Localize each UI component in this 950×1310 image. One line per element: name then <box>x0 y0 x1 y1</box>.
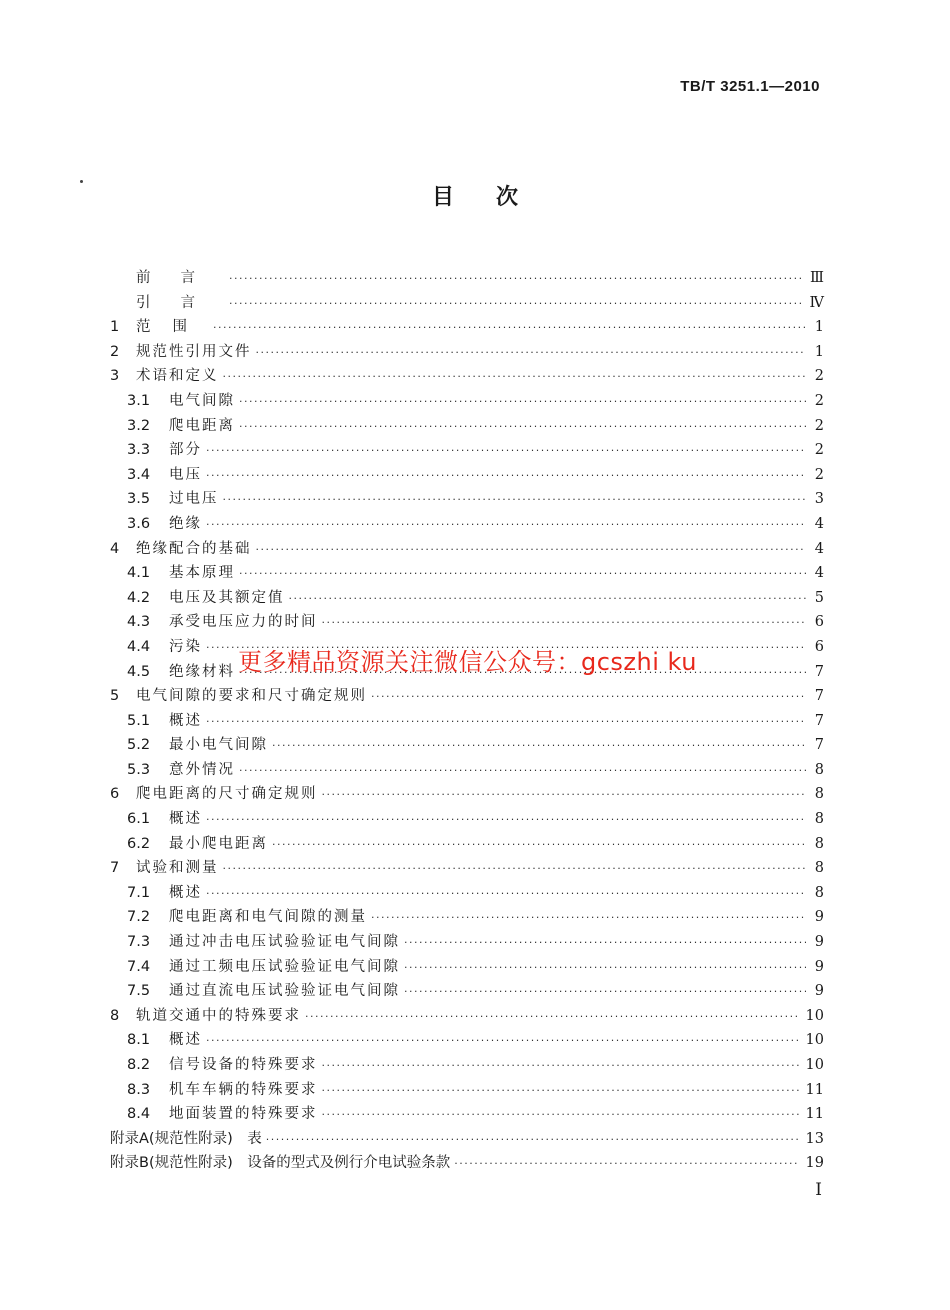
toc-leader-dots <box>239 562 806 587</box>
toc-entry-title: 概述 <box>169 811 202 828</box>
toc-entry-number: 2 <box>110 343 120 360</box>
toc-entry-page: 6 <box>814 614 824 631</box>
toc-entry-page: 2 <box>814 466 824 483</box>
toc-entry[interactable] <box>110 463 824 488</box>
toc-entry-number: 8.3 <box>127 1081 151 1098</box>
toc-entry[interactable] <box>110 586 824 611</box>
toc-entry-number: 6.1 <box>127 811 151 828</box>
toc-leader-dots <box>404 980 806 1005</box>
toc-leader-dots <box>223 857 807 882</box>
toc-entry-page: 10 <box>805 1007 824 1024</box>
toc-entry-page: 7 <box>814 688 824 705</box>
toc-entry-page: 4 <box>814 540 824 557</box>
toc-entry[interactable] <box>110 709 824 734</box>
toc-entry[interactable] <box>110 389 824 414</box>
toc-entry-page: 7 <box>814 712 824 729</box>
toc-entry-page: 3 <box>814 491 824 508</box>
toc-entry-number: 8 <box>110 1007 120 1024</box>
page-title: 目次 <box>431 185 560 210</box>
table-of-contents <box>110 266 824 1176</box>
toc-entry-title: 过电压 <box>169 491 219 508</box>
toc-entry-title: 地面装置的特殊要求 <box>169 1106 318 1123</box>
toc-leader-dots <box>322 1079 800 1104</box>
toc-entry-title: 通过直流电压试验验证电气间隙 <box>169 983 400 1000</box>
toc-leader-dots <box>206 710 806 735</box>
toc-entry-title: 绝缘配合的基础 <box>136 540 252 557</box>
toc-entry-number: 7.3 <box>127 934 151 951</box>
toc-entry-page: 8 <box>814 761 824 778</box>
toc-leader-dots <box>322 1054 800 1079</box>
toc-entry-title: 绝缘材料 <box>169 663 235 680</box>
toc-leader-dots <box>305 1005 800 1030</box>
toc-entry[interactable] <box>110 856 824 881</box>
toc-leader-dots <box>206 1029 800 1054</box>
toc-entry[interactable] <box>110 758 824 783</box>
toc-entry-page: 2 <box>814 442 824 459</box>
toc-entry-number: 4.3 <box>127 614 151 631</box>
toc-entry[interactable] <box>110 1078 824 1103</box>
page-number: I <box>815 1180 822 1200</box>
toc-entry-number: 4.4 <box>127 638 151 655</box>
toc-entry-page: 9 <box>814 934 824 951</box>
toc-leader-dots <box>322 611 807 636</box>
toc-entry-title: 电气间隙 <box>169 392 235 409</box>
toc-entry[interactable] <box>110 1028 824 1053</box>
toc-leader-dots <box>239 390 806 415</box>
toc-entry-title: 概述 <box>169 1032 202 1049</box>
toc-leader-dots <box>404 931 806 956</box>
toc-entry[interactable] <box>110 266 824 291</box>
toc-entry-page: 8 <box>814 835 824 852</box>
toc-leader-dots <box>239 759 806 784</box>
toc-entry-page: 8 <box>814 811 824 828</box>
toc-leader-dots <box>322 1103 800 1128</box>
toc-entry-title: 试验和测量 <box>136 860 219 877</box>
toc-entry-page: 5 <box>814 589 824 606</box>
toc-entry-title: 概述 <box>169 712 202 729</box>
toc-entry-title: 信号设备的特殊要求 <box>169 1057 318 1073</box>
toc-entry-page: 7 <box>814 737 824 754</box>
toc-entry[interactable] <box>110 1053 824 1078</box>
toc-entry-title: 范围 <box>136 319 209 336</box>
toc-entry-title: 机车车辆的特殊要求 <box>169 1081 318 1098</box>
toc-entry-number: 3.6 <box>127 515 151 532</box>
toc-entry-number: 7.2 <box>127 909 151 926</box>
toc-leader-dots <box>256 341 807 366</box>
toc-entry-number: 7.1 <box>127 884 151 901</box>
toc-entry-number: 7.5 <box>127 983 151 1000</box>
toc-entry-number: 3.3 <box>127 442 151 459</box>
toc-entry[interactable] <box>110 315 824 340</box>
toc-entry-title: 引言 <box>136 294 225 311</box>
toc-entry-page: 11 <box>805 1081 824 1098</box>
toc-entry[interactable] <box>110 291 824 316</box>
toc-entry[interactable] <box>110 905 824 930</box>
toc-entry[interactable] <box>110 832 824 857</box>
toc-entry-page: 19 <box>805 1155 824 1172</box>
toc-entry[interactable] <box>110 1151 824 1176</box>
toc-leader-dots <box>266 1128 800 1153</box>
toc-entry-page: 2 <box>814 417 824 434</box>
toc-entry-number: 4.1 <box>127 565 151 582</box>
toc-entry-title: 通过冲击电压试验验证电气间隙 <box>169 934 400 951</box>
toc-entry-title: 附录B(规范性附录) 设备的型式及例行介电试验条款 <box>110 1155 451 1172</box>
toc-leader-dots <box>206 882 806 907</box>
toc-entry-page: 1 <box>814 343 824 360</box>
toc-entry-title: 污染 <box>169 638 202 655</box>
toc-entry-title: 爬电距离 <box>169 417 235 434</box>
toc-entry-title: 最小电气间隙 <box>169 737 268 754</box>
toc-entry[interactable] <box>110 955 824 980</box>
toc-entry[interactable] <box>110 930 824 955</box>
toc-entry-number: 8.1 <box>127 1032 151 1049</box>
toc-leader-dots <box>206 808 806 833</box>
toc-entry[interactable] <box>110 561 824 586</box>
toc-entry-title: 通过工频电压试验验证电气间隙 <box>169 958 400 975</box>
toc-entry-page: Ⅳ <box>809 294 824 311</box>
toc-entry-title: 爬电距离和电气间隙的测量 <box>169 909 367 926</box>
toc-entry-title: 部分 <box>169 442 202 459</box>
toc-entry-title: 前言 <box>136 270 225 286</box>
toc-entry-number: 4 <box>110 540 120 557</box>
toc-entry-number: 5 <box>110 688 120 705</box>
toc-entry-number: 4.5 <box>127 663 151 680</box>
toc-entry-title: 最小爬电距离 <box>169 835 268 852</box>
toc-entry-number: 7 <box>110 860 120 877</box>
toc-entry[interactable] <box>110 1004 824 1029</box>
toc-entry-title: 意外情况 <box>169 761 235 778</box>
toc-entry-page: 13 <box>805 1130 824 1147</box>
toc-entry-number: 5.3 <box>127 761 151 778</box>
toc-entry[interactable] <box>110 610 824 635</box>
toc-entry-title: 基本原理 <box>169 565 235 582</box>
toc-entry-page: 9 <box>814 958 824 975</box>
toc-entry-number: 6.2 <box>127 835 151 852</box>
toc-entry-number: 3.5 <box>127 491 151 508</box>
toc-entry[interactable] <box>110 1127 824 1152</box>
toc-leader-dots <box>206 439 806 464</box>
toc-leader-dots <box>239 415 806 440</box>
toc-leader-dots <box>206 464 806 489</box>
toc-entry-page: 9 <box>814 909 824 926</box>
toc-leader-dots <box>229 267 804 292</box>
toc-entry-page: Ⅲ <box>810 270 824 286</box>
toc-entry[interactable] <box>110 414 824 439</box>
toc-entry[interactable] <box>110 979 824 1004</box>
toc-entry-page: 4 <box>814 565 824 582</box>
toc-entry[interactable] <box>110 487 824 512</box>
toc-entry-title: 爬电距离的尺寸确定规则 <box>136 786 318 803</box>
toc-entry[interactable] <box>110 340 824 365</box>
toc-leader-dots <box>272 734 806 759</box>
watermark-text: 更多精品资源关注微信公众号：gcszhi ku <box>238 648 697 676</box>
toc-entry-title: 电压 <box>169 466 202 483</box>
toc-leader-dots <box>213 316 806 341</box>
scan-speck <box>80 180 83 183</box>
toc-entry-title: 规范性引用文件 <box>136 343 252 360</box>
toc-entry-number: 7.4 <box>127 958 151 975</box>
toc-entry-page: 1 <box>814 319 824 336</box>
toc-entry-number: 3 <box>110 368 120 385</box>
toc-entry[interactable] <box>110 537 824 562</box>
toc-leader-dots <box>289 587 807 612</box>
toc-entry-title: 术语和定义 <box>136 368 219 385</box>
toc-entry-number: 5.1 <box>127 712 151 729</box>
toc-entry-title: 轨道交通中的特殊要求 <box>136 1007 301 1024</box>
toc-entry-title: 电压及其额定值 <box>169 589 285 606</box>
toc-entry-page: 6 <box>814 638 824 655</box>
toc-leader-dots <box>256 538 807 563</box>
toc-entry-page: 10 <box>805 1057 824 1073</box>
toc-entry[interactable] <box>110 881 824 906</box>
toc-leader-dots <box>454 1152 799 1177</box>
toc-entry-title: 电气间隙的要求和尺寸确定规则 <box>136 688 367 705</box>
toc-entry-page: 7 <box>814 663 824 680</box>
toc-entry-number: 8.2 <box>127 1057 151 1073</box>
toc-entry[interactable] <box>110 733 824 758</box>
toc-entry[interactable] <box>110 684 824 709</box>
toc-entry-page: 2 <box>814 392 824 409</box>
toc-leader-dots <box>206 513 806 538</box>
toc-entry-number: 5.2 <box>127 737 151 754</box>
toc-leader-dots <box>371 906 806 931</box>
toc-entry-number: 1 <box>110 319 120 336</box>
toc-entry-title: 绝缘 <box>169 515 202 532</box>
document-code: TB/T 3251.1—2010 <box>680 78 820 95</box>
toc-entry-page: 2 <box>814 368 824 385</box>
toc-entry-page: 8 <box>814 786 824 803</box>
toc-entry[interactable] <box>110 1102 824 1127</box>
toc-leader-dots <box>229 292 804 317</box>
toc-leader-dots <box>223 488 807 513</box>
toc-entry[interactable] <box>110 512 824 537</box>
toc-leader-dots <box>223 365 807 390</box>
toc-entry-title: 附录A(规范性附录) 表 <box>110 1130 262 1147</box>
toc-entry-page: 4 <box>814 515 824 532</box>
toc-entry[interactable] <box>110 807 824 832</box>
toc-entry-page: 8 <box>814 884 824 901</box>
toc-entry-page: 9 <box>814 983 824 1000</box>
toc-leader-dots <box>404 956 806 981</box>
toc-entry-number: 3.2 <box>127 417 151 434</box>
toc-entry-number: 3.4 <box>127 466 151 483</box>
toc-entry[interactable] <box>110 364 824 389</box>
toc-entry-title: 承受电压应力的时间 <box>169 614 318 631</box>
toc-leader-dots <box>371 685 806 710</box>
toc-entry-number: 3.1 <box>127 392 151 409</box>
toc-leader-dots <box>322 783 807 808</box>
toc-entry-page: 8 <box>814 860 824 877</box>
toc-entry-number: 6 <box>110 786 120 803</box>
toc-entry-page: 10 <box>805 1032 824 1049</box>
toc-entry-page: 11 <box>805 1106 824 1123</box>
toc-entry-title: 概述 <box>169 884 202 901</box>
toc-entry-number: 4.2 <box>127 589 151 606</box>
toc-leader-dots <box>272 833 806 858</box>
toc-entry-number: 8.4 <box>127 1106 151 1123</box>
toc-entry[interactable] <box>110 438 824 463</box>
toc-entry[interactable] <box>110 782 824 807</box>
